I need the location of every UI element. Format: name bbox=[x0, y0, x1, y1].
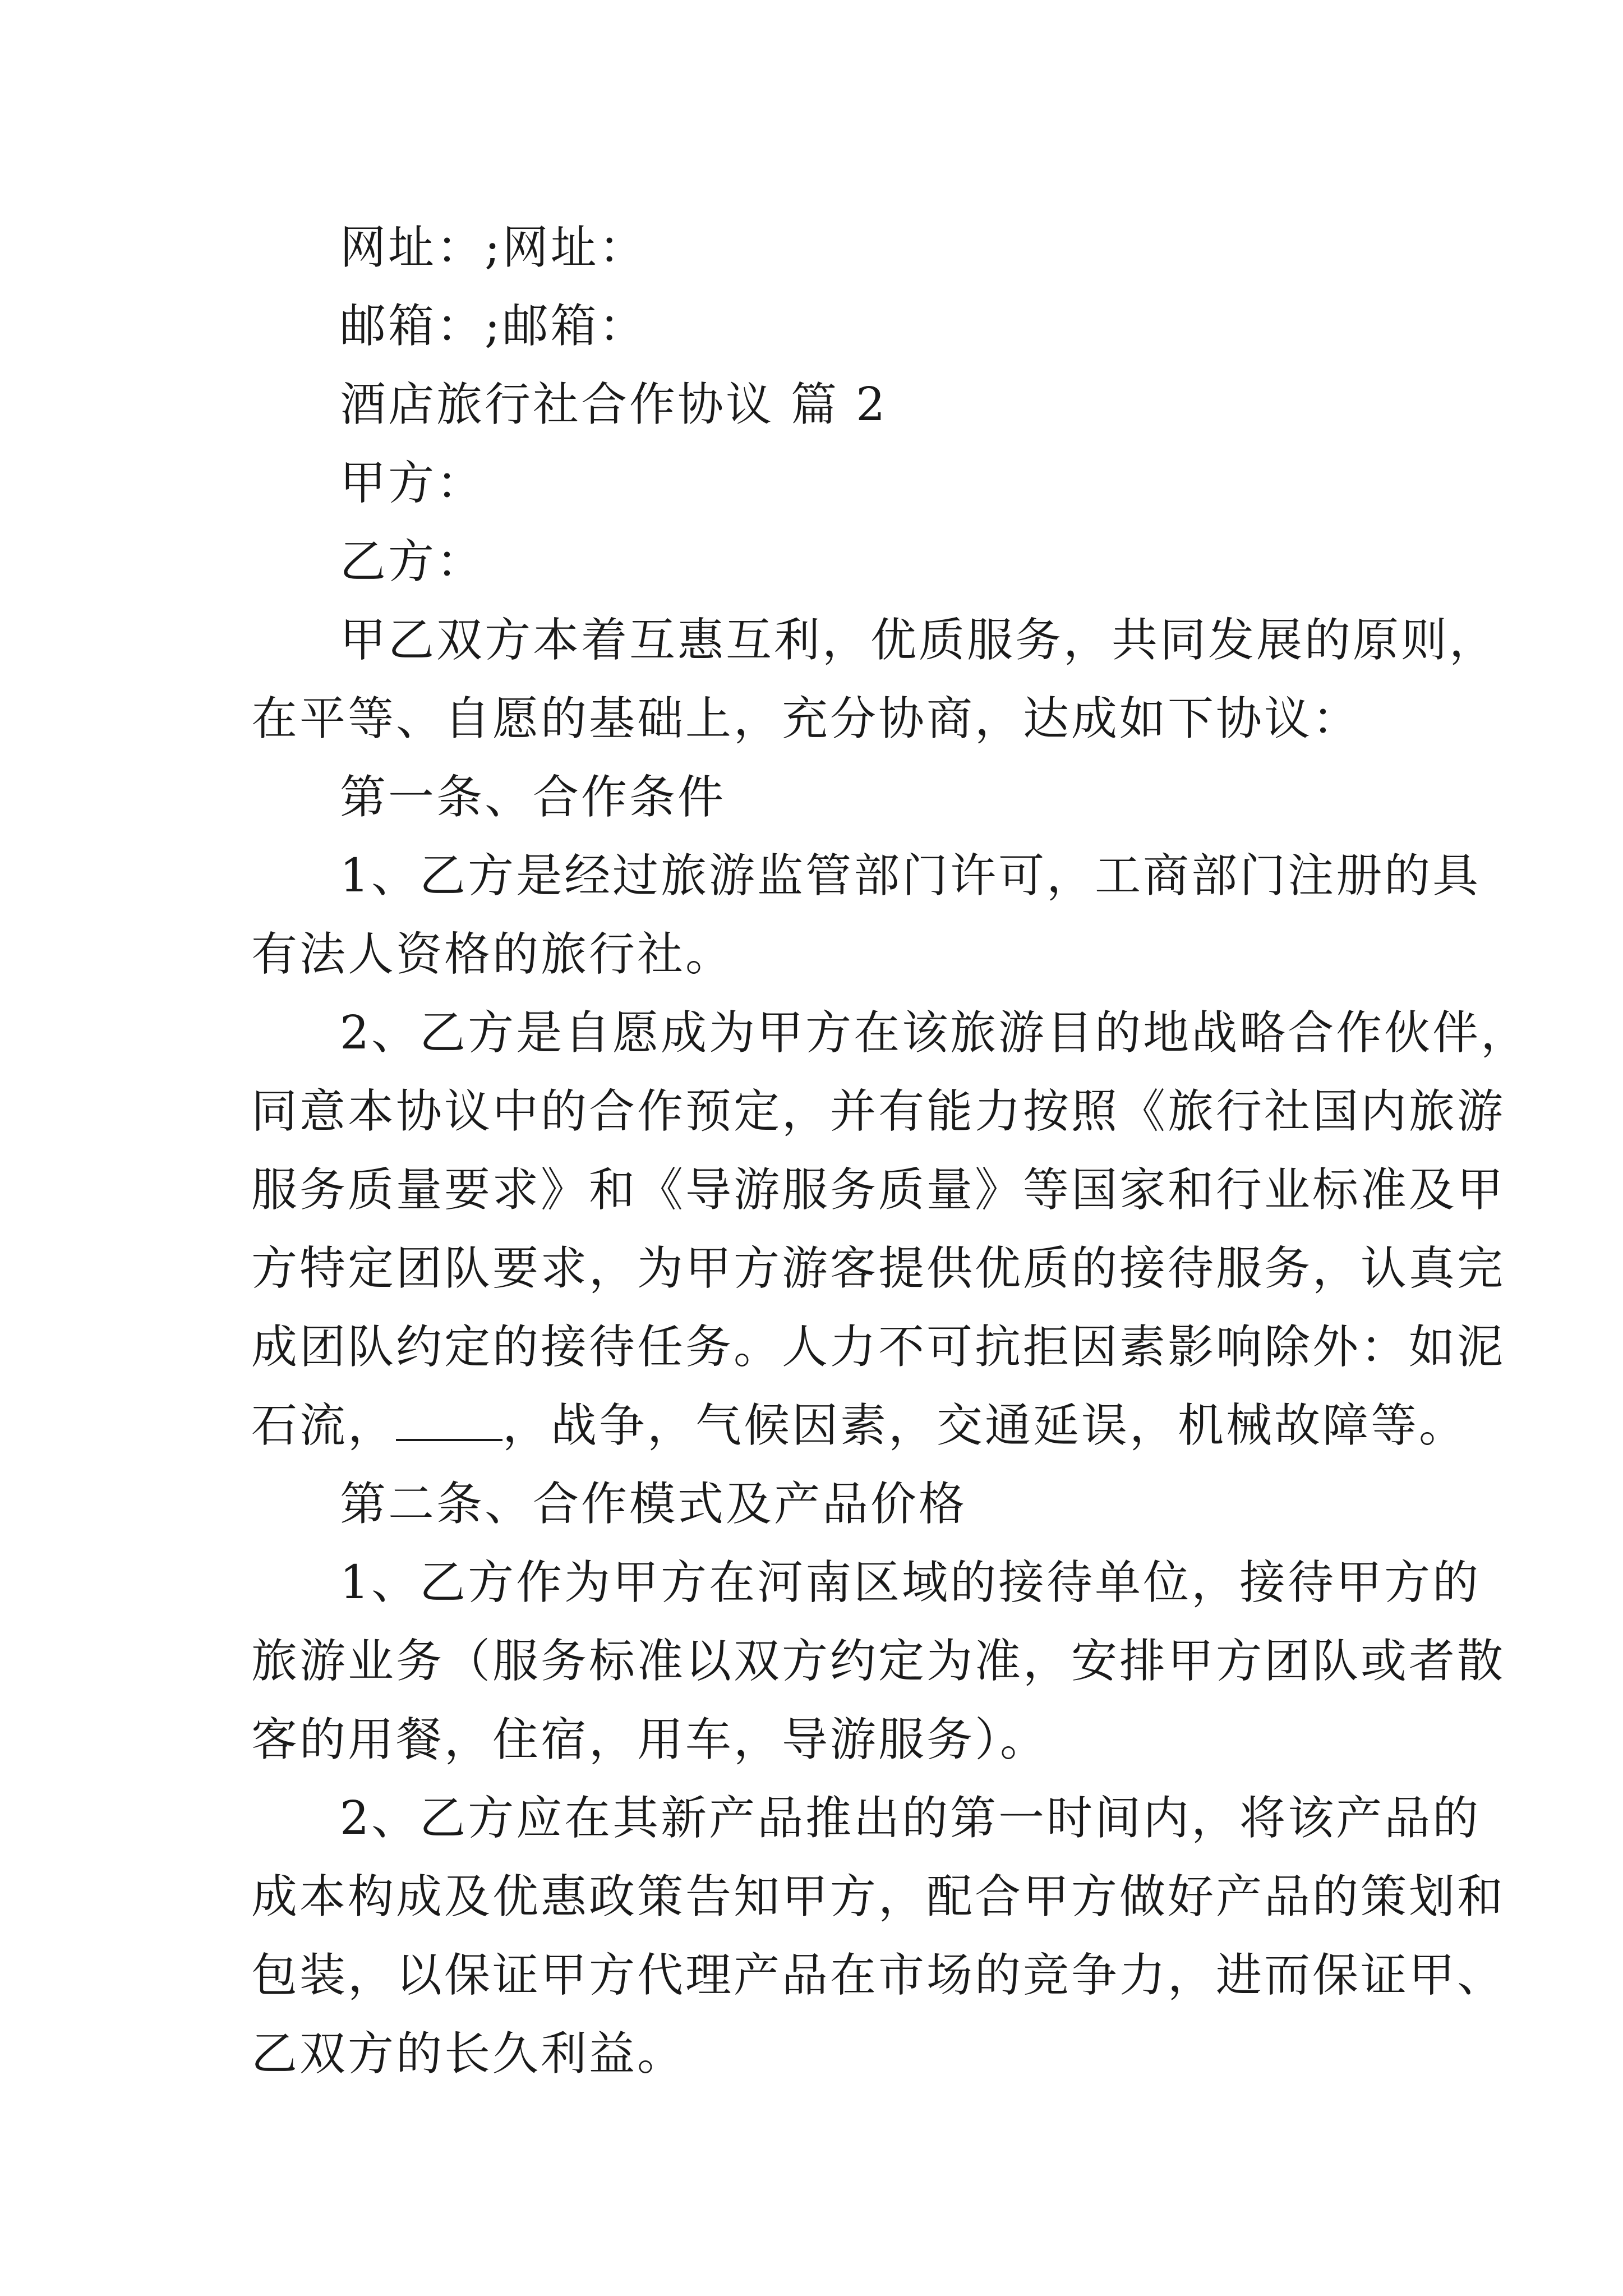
paragraph-line: 2、乙方应在其新产品推出的第一时间内，将该产品的 bbox=[340, 1792, 1481, 1845]
paragraph-line: 在平等、自愿的基础上，充分协商，达成如下协议： bbox=[251, 692, 1361, 746]
paragraph-line: 乙双方的长久利益。 bbox=[251, 2027, 686, 2081]
paragraph-line: 2、乙方是自愿成为甲方在该旅游目的地战略合作伙伴， bbox=[340, 1006, 1529, 1060]
line-text-before-blank: 石流， bbox=[251, 1399, 396, 1452]
website-line: 网址：;网址： bbox=[340, 221, 647, 274]
paragraph-line: 有法人资格的旅行社。 bbox=[251, 928, 734, 981]
section-title: 酒店旅行社合作协议 篇 2 bbox=[340, 378, 888, 431]
paragraph-line: 客的用餐，住宿，用车，导游服务）。 bbox=[251, 1713, 1049, 1766]
article-heading: 第二条、合作模式及产品价格 bbox=[340, 1478, 967, 1531]
party-b-line: 乙方： bbox=[340, 535, 485, 588]
paragraph-line: 1、乙方作为甲方在河南区域的接待单位，接待甲方的 bbox=[340, 1556, 1481, 1609]
line-text-after-blank: ，战争，气候因素，交通延误，机械故障等。 bbox=[502, 1399, 1468, 1452]
paragraph-line: 成团队约定的接待任务。人力不可抗拒因素影响除外：如泥 bbox=[251, 1320, 1506, 1374]
paragraph-line: 旅游业务（服务标准以双方约定为准，安排甲方团队或者散 bbox=[251, 1635, 1506, 1688]
paragraph-line: 方特定团队要求，为甲方游客提供优质的接待服务，认真完 bbox=[251, 1242, 1506, 1295]
paragraph-line bbox=[251, 1387, 1468, 1465]
party-a-line: 甲方： bbox=[340, 457, 485, 510]
paragraph-line: 同意本协议中的合作预定，并有能力按照《旅行社国内旅游 bbox=[251, 1085, 1506, 1138]
article-heading: 第一条、合作条件 bbox=[340, 771, 726, 824]
paragraph-line: 1、乙方是经过旅游监管部门许可，工商部门注册的具 bbox=[340, 849, 1481, 903]
email-line: 邮箱：;邮箱： bbox=[340, 300, 647, 353]
paragraph-line: 包装，以保证甲方代理产品在市场的竞争力，进而保证甲、 bbox=[251, 1949, 1506, 2002]
paragraph-line: 甲乙双方本着互惠互利，优质服务，共同发展的原则， bbox=[340, 614, 1498, 667]
paragraph-line: 服务质量要求》和《导游服务质量》等国家和行业标准及甲 bbox=[251, 1163, 1506, 1217]
fill-in-blank bbox=[396, 1400, 502, 1441]
document-body bbox=[251, 209, 1529, 2093]
paragraph-line: 成本构成及优惠政策告知甲方，配合甲方做好产品的策划和 bbox=[251, 1870, 1506, 1924]
